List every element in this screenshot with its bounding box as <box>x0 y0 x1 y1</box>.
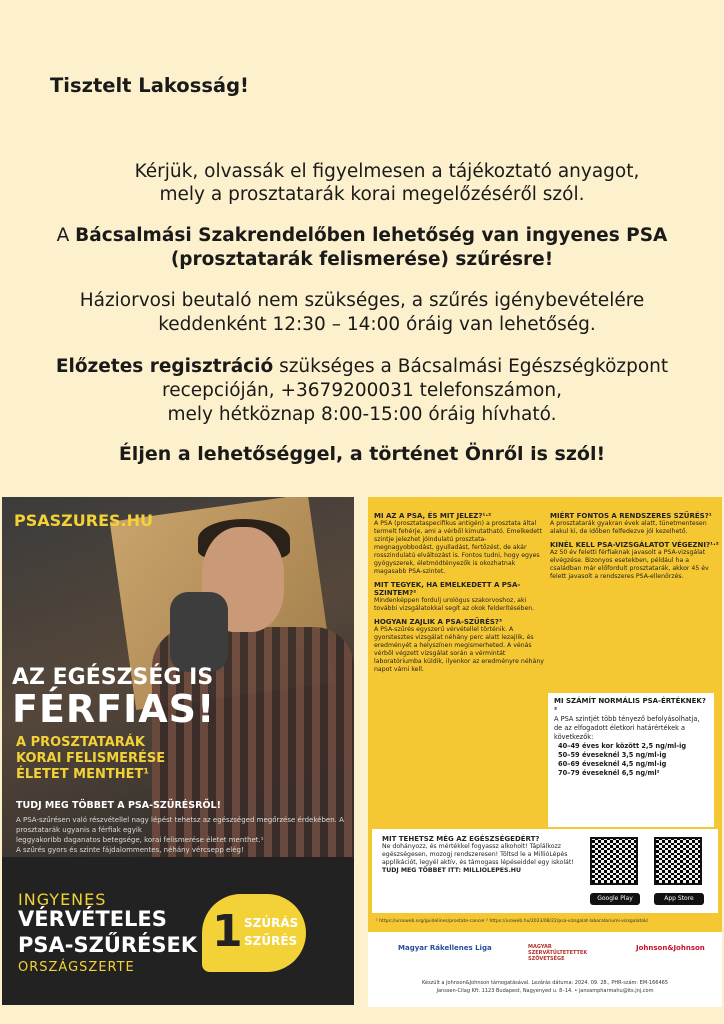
footer-2: Janssen-Cilag Kft. 1123 Budapest, Nagyenyed u. 8–14. • jansampharmahu@its.jnj.com <box>436 988 654 994</box>
qr-code-icon <box>654 837 702 885</box>
more-box: MIT TEHETSZ MÉG AZ EGÉSZSÉGEDÉRT? Ne dohányozz, és mértékkel fogyassz alkoholt! Táplálkozz egészségesen, mozogj rendszeresen! Töltsd le a MillióLépés applikációt, legyél aktív, és támogass lépéseiddel egy iskolát! TUDJ MEG TÖBBET ITT: MILLIOLEPES.HU Google Play App Store <box>372 829 718 913</box>
info-column-right: MIÉRT FONTOS A RENDSZERES SZŰRÉS?¹ A prosztatarák gyakran évek alatt, tünetmentesen alakul ki, de időben felfedezve jól kezelhető. KINÉL KELL PSA-VIZSGÁLATOT VÉGEZNI?¹·² Az 50 év feletti férfiaknak javasolt a PSA-vizsgálat elvégzése. Bizonyos esetekben, például ha a családban már előfordult prosztatarák, akkor 45 év felett javasolt a rendszeres PSA-ellenőrzés. <box>550 512 719 580</box>
time-line-2: keddenként 12:30 – 14:00 óráig van lehetőség. <box>158 314 596 335</box>
badge: 1 SZÚRÁS SZŰRÉS <box>202 894 306 972</box>
poster-left <box>2 497 354 1005</box>
logo-strip <box>368 932 722 1007</box>
normal-values-box: MI SZÁMÍT NORMÁLIS PSA-ÉRTÉKNEK?² A PSA szintjét több tényező befolyásolhatja, de az elfogadott életkori határértékek a következők: 40–49 éves kor között 2,5 ng/ml-ig 50–59 éveseknél 3,5 ng/ml-ig 60–69 éveseknél 4,5 ng/ml-ig 70–79 éveseknél 6,5 ng/ml² <box>548 693 714 827</box>
qr-code-icon <box>590 837 638 885</box>
intro-line-2: mely a prosztatarák korai megelőzéséről szól. <box>159 184 585 205</box>
poster-bottom-4: ORSZÁGSZERTE <box>18 960 135 975</box>
poster-subheadline: A PROSZTATARÁK KORAI FELISMERÉSE ÉLETET MENTHET¹ <box>16 735 166 782</box>
registration-line-2: recepcióján, +3679200031 telefonszámon, <box>162 380 562 401</box>
logo-johnson: Johnson&Johnson <box>636 944 705 952</box>
google-play-badge: Google Play <box>590 893 640 905</box>
poster-bottom-1: INGYENES <box>18 890 107 909</box>
app-store-badge: App Store <box>654 893 704 905</box>
footer-1: Készült a Johnson&Johnson támogatásával. Lezárás dátuma: 2024. 09. 28., PHR-szám: EM-166465 <box>421 980 669 986</box>
info-column-left: MI AZ A PSA, ÉS MIT JELEZ?¹·² A PSA (prosztataspecifikus antigén) a prosztata által termelt fehérje, ami a vérből kimutatható. Emelkedett szintje jelezhet jóindulatú prosztata-megnagyobbodást, gyulladást, fertőzést, de akár rosszindulatú elváltozást is. Fontos tudni, hogy egyes gyógyszerek, életmódtényezők is okozhatnak magasabb PSA-szintet. MIT TEGYEK, HA EMELKEDETT A PSA-SZINTEM?² Mindenképpen fordulj urológus szakorvoshoz, aki további vizsgálatokkal segít az okok felderítésében. HOGYAN ZAJLIK A PSA-SZŰRÉS?³ A PSA-szűrés egyszerű vérvétellel történik. A gyorstesztes vizsgálat néhány perc alatt lezajlik, és eredményét a helyszínen megismerheted. A vénás vérből végzett vizsgálat során a vérmintát laboratóriumba küldik, ilyenkor az eredményre néhány napot várni kell. <box>374 512 544 673</box>
poster-right <box>368 497 722 1007</box>
logo-rakellenes-liga: Magyar Rákellenes Liga <box>398 944 492 952</box>
poster-headline-1: AZ EGÉSZSÉG IS <box>12 665 214 690</box>
poster-site: PSASZURES.HU <box>14 511 153 530</box>
poster-bottom-2: VÉRVÉTELES <box>18 907 167 931</box>
registration-line-3: mely hétköznap 8:00-15:00 óráig hívható. <box>167 404 557 425</box>
time-line-1: Háziorvosi beutaló nem szükséges, a szűrés igénybevételére <box>79 290 645 311</box>
greeting: Tisztelt Lakosság! <box>50 74 249 97</box>
poster-bottom-3: PSA-SZŰRÉSEK <box>18 933 198 957</box>
poster-more: TUDJ MEG TÖBBET A PSA-SZŰRÉSRŐL! <box>16 800 221 811</box>
offer-line-2: (prosztatarák felismerése) szűrésre! <box>170 249 554 270</box>
intro-line-1: Kérjük, olvassák el figyelmesen a tájékoztató anyagot, <box>134 161 640 182</box>
closing-line: Éljen a lehetőséggel, a történet Önről is szól! <box>118 443 606 465</box>
logo-szervatultetettek: MAGYAR SZERVÁTÜLTETETTEK SZÖVETSÉGE <box>528 944 588 962</box>
poster-small-text: A PSA-szűrésen való részvétellel nagy lépést tehetsz az egészséged megőrzése érdekében. A prosztatarák ugyanis a férfiak egyik leggyakoribb daganatos betegsége, korai felismerése életet menthet.¹ A szűrés gyors és szinte fájdalommentes, néhány vércsepp elég! <box>16 816 344 854</box>
references: ¹ https://urosweb.org/guidelines/prostate-cancer ² https://uroweb.hu/2023/08/22/psa-vizsgalat-laboratoriumi-vizsgalatok/ <box>376 919 649 924</box>
registration-line-1: Előzetes regisztráció szükséges a Bácsalmási Egészségközpont <box>55 356 669 377</box>
offer-line-1: A Bácsalmási Szakrendelőben lehetőség van ingyenes PSA <box>56 225 668 246</box>
poster-headline-2: FÉRFIAS! <box>12 687 216 731</box>
